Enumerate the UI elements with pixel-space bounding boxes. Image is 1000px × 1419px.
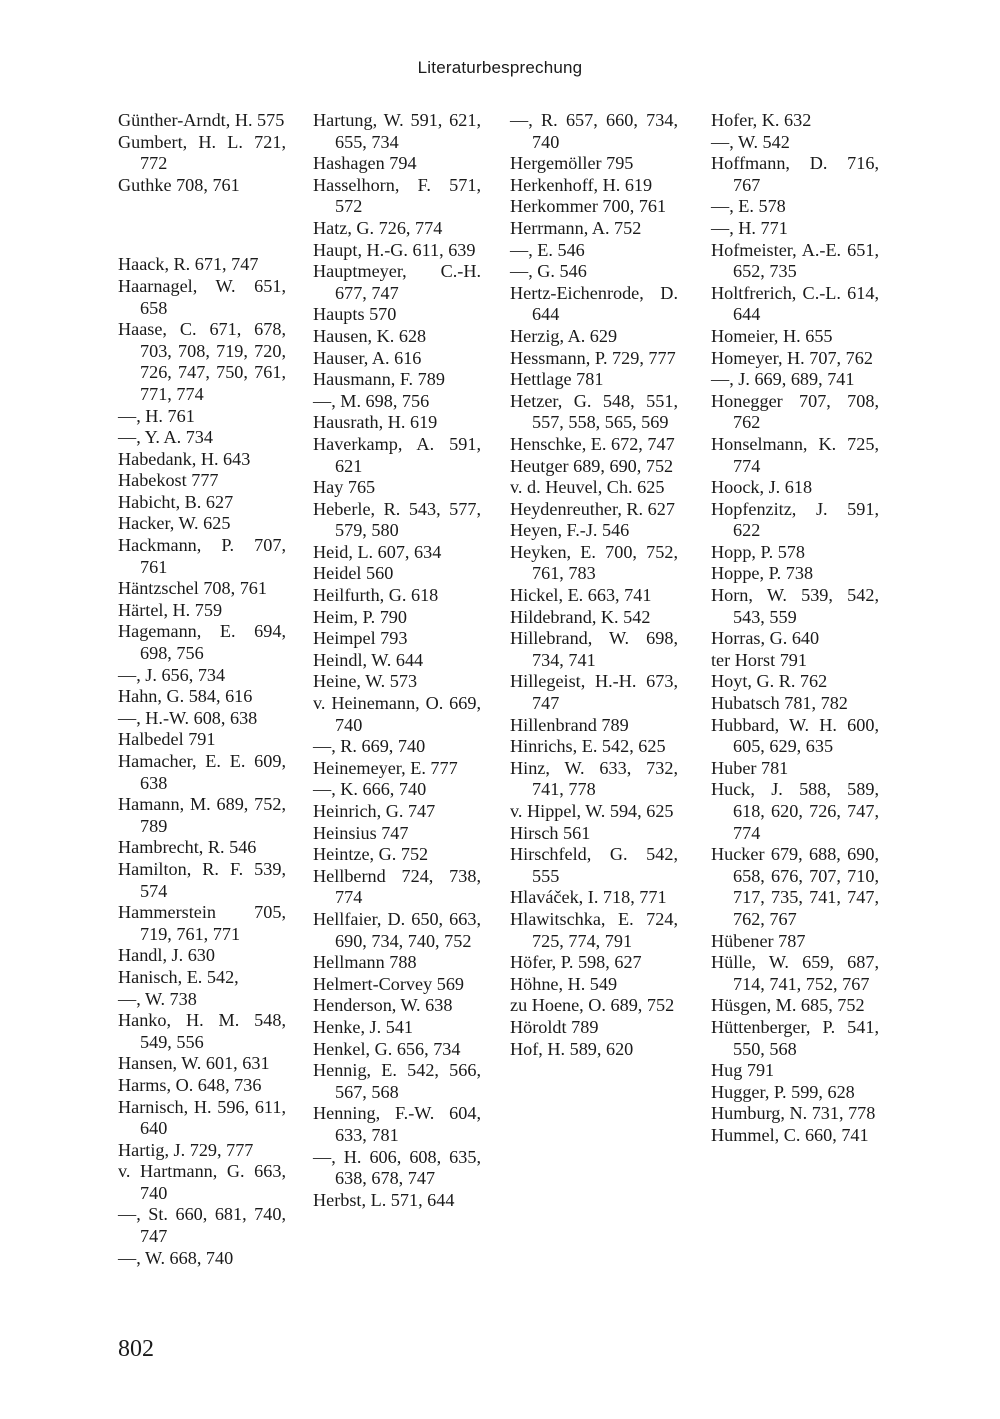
index-entry: Hellfaier, D. 650, 663, 690, 734, 740, 752 — [313, 908, 481, 951]
index-entry: Halbedel 791 — [118, 729, 216, 750]
index-entry: Hirsch 561 — [510, 822, 591, 843]
index-entry: Hüsgen, M. 685, 752 — [711, 995, 865, 1016]
index-entry: Heine, W. 573 — [313, 671, 418, 692]
index-entry: Hammerstein 705, 719, 761, 771 — [118, 902, 286, 944]
index-entry: Haack, R. 671, 747 — [118, 254, 259, 275]
index-entry: Huck, J. 588, 589, 618, 620, 726, 747, 774 — [711, 779, 879, 843]
index-entry: Herkenhoff, H. 619 — [510, 174, 653, 195]
index-entry: Hoppe, P. 738 — [711, 563, 814, 584]
index-entry: Hubbard, W. H. 600, 605, 629, 635 — [711, 714, 879, 757]
index-entry: Homeyer, H. 707, 762 — [711, 347, 873, 368]
index-entry: v. Hippel, W. 594, 625 — [510, 801, 674, 821]
index-entry: Hatz, G. 726, 774 — [313, 217, 443, 238]
index-entry: Hanko, H. M. 548, 549, 556 — [118, 1010, 286, 1052]
index-entry: Handl, J. 630 — [118, 945, 215, 966]
index-entry: —, J. 669, 689, 741 — [711, 369, 855, 390]
index-entry: v. d. Heuvel, Ch. 625 — [510, 477, 665, 498]
index-entry: Hoyt, G. R. 762 — [711, 671, 828, 692]
index-entry: Hlaváček, I. 718, 771 — [510, 887, 667, 908]
index-entry: Hellbernd 724, 738, 774 — [313, 865, 481, 908]
index-entry: Härtel, H. 759 — [118, 599, 223, 620]
index-entry: Horn, W. 539, 542, 543, 559 — [711, 585, 879, 627]
index-entry: —, W. 668, 740 — [118, 1247, 234, 1268]
index-column-1 — [118, 110, 286, 1269]
index-entry: Herzig, A. 629 — [510, 325, 618, 346]
index-entry: Habicht, B. 627 — [118, 491, 234, 512]
index-entry: Hummel, C. 660, 741 — [711, 1124, 869, 1145]
index-entry: Hopfenzitz, J. 591, 622 — [711, 498, 879, 541]
index-entry: Häntzschel 708, 761 — [118, 578, 267, 599]
index-entry: Hlawitschka, E. 724, 725, 774, 791 — [510, 908, 678, 951]
index-entry: v. Hartmann, G. 663, 740 — [118, 1161, 286, 1203]
index-entry: Hansen, W. 601, 631 — [118, 1053, 270, 1074]
index-entry: —, W. 542 — [711, 131, 790, 152]
index-entry: Hoock, J. 618 — [711, 477, 813, 498]
index-column-3 — [510, 110, 678, 1060]
running-head: Literaturbesprechung — [417, 58, 583, 77]
index-entry: Haase, C. 671, 678, 703, 708, 719, 720, 726, 747, 750, 761, 771, 774 — [118, 319, 286, 404]
index-entry: Hagemann, E. 694, 698, 756 — [118, 621, 286, 664]
index-entry: Hübener 787 — [711, 930, 806, 951]
index-entry: —, G. 546 — [510, 261, 587, 282]
index-entry: Hetzer, G. 548, 551, 557, 558, 565, 569 — [510, 390, 678, 433]
index-entry: Habekost 777 — [118, 470, 219, 491]
index-entry: Hinz, W. 633, 732, 741, 778 — [510, 757, 678, 800]
index-entry: Herrmann, A. 752 — [510, 217, 642, 238]
index-entry: Heid, L. 607, 634 — [313, 541, 442, 562]
index-entry: Heim, P. 790 — [313, 606, 407, 627]
index-entry: Hopp, P. 578 — [711, 541, 805, 562]
index-entry: Hillenbrand 789 — [510, 714, 629, 735]
index-entry: —, K. 666, 740 — [313, 779, 427, 800]
index-entry: Harnisch, H. 596, 611, 640 — [118, 1096, 286, 1139]
index-entry: Günther-Arndt, H. 575 — [118, 110, 285, 130]
index-entry: Hausen, K. 628 — [313, 325, 427, 346]
index-entry: Hofmeister, A.-E. 651, 652, 735 — [711, 239, 879, 282]
section-gap — [118, 215, 286, 237]
index-entry: —, W. 738 — [118, 988, 197, 1009]
index-entry: —, H.-W. 608, 638 — [118, 707, 258, 728]
index-entry: Hambrecht, R. 546 — [118, 837, 257, 858]
index-entry: Heinsius 747 — [313, 822, 409, 843]
index-entry: Hamilton, R. F. 539, 574 — [118, 858, 286, 901]
index-entry: Hellmann 788 — [313, 952, 417, 973]
index-entry: Hanisch, E. 542, — [118, 966, 239, 987]
index-entry: Hug 791 — [711, 1060, 775, 1081]
index-entry: Hertz-Eichenrode, D. 644 — [510, 282, 678, 325]
index-entry: Herkommer 700, 761 — [510, 196, 667, 217]
index-entry: Hessmann, P. 729, 777 — [510, 347, 676, 368]
index-entry: Guthke 708, 761 — [118, 174, 240, 195]
index-entry: Hamacher, E. E. 609, 638 — [118, 751, 286, 793]
index-entry: Heindl, W. 644 — [313, 649, 424, 670]
index-entry: v. Heinemann, O. 669, 740 — [313, 693, 481, 735]
index-entry: —, E. 546 — [510, 239, 585, 260]
index-entry: Haupts 570 — [313, 304, 397, 325]
index-entry: Heinrich, G. 747 — [313, 801, 436, 821]
index-entry: Hausmann, F. 789 — [313, 369, 445, 390]
index-entry: Haverkamp, A. 591, 621 — [313, 433, 481, 476]
page-number: 802 — [118, 1336, 154, 1362]
index-entry: Hof, H. 589, 620 — [510, 1038, 634, 1059]
index-entry: Gumbert, H. L. 721, 772 — [118, 131, 286, 174]
index-entry: zu Hoene, O. 689, 752 — [510, 995, 675, 1016]
index-entry: Hauptmeyer, C.-H. 677, 747 — [313, 261, 481, 303]
index-entry: Hashagen 794 — [313, 153, 417, 174]
index-entry: —, St. 660, 681, 740, 747 — [118, 1204, 286, 1247]
index-entry: Honegger 707, 708, 762 — [711, 390, 879, 433]
index-entry: Henke, J. 541 — [313, 1016, 414, 1037]
index-entry: —, H. 761 — [118, 405, 195, 426]
index-entry: Hoffmann, D. 716, 767 — [711, 153, 879, 195]
index-entry: Holtfrerich, C.-L. 614, 644 — [711, 282, 879, 325]
index-entry: Hay 765 — [313, 477, 376, 498]
index-entry: Henning, F.-W. 604, 633, 781 — [313, 1103, 481, 1145]
index-entry: Helmert-Corvey 569 — [313, 973, 465, 994]
index-entry: Humburg, N. 731, 778 — [711, 1103, 876, 1124]
index-entry: Haarnagel, W. 651, 658 — [118, 275, 286, 318]
index-entry: Hickel, E. 663, 741 — [510, 585, 652, 606]
index-entry: Heilfurth, G. 618 — [313, 585, 439, 606]
index-entry: Hillegeist, H.-H. 673, 747 — [510, 671, 678, 714]
index-entry: Hinrichs, E. 542, 625 — [510, 736, 666, 757]
index-entry: Henderson, W. 638 — [313, 995, 453, 1016]
index-entry: —, M. 698, 756 — [313, 390, 430, 411]
index-entry: Hülle, W. 659, 687, 714, 741, 752, 767 — [711, 952, 879, 994]
index-entry: Herbst, L. 571, 644 — [313, 1189, 455, 1210]
index-entry: —, E. 578 — [711, 196, 786, 217]
index-entry: Heinemeyer, E. 777 — [313, 757, 458, 778]
index-entry: ter Horst 791 — [711, 649, 807, 670]
index-entry: Hamann, M. 689, 752, 789 — [118, 794, 286, 836]
index-entry: —, J. 656, 734 — [118, 664, 226, 685]
index-entry: Huber 781 — [711, 757, 789, 778]
index-entry: Hildebrand, K. 542 — [510, 606, 651, 627]
index-entry: Harms, O. 648, 736 — [118, 1074, 262, 1095]
index-entry: —, R. 657, 660, 734, 740 — [510, 110, 678, 152]
index-entry: Hackmann, P. 707, 761 — [118, 535, 286, 577]
index-entry: Heimpel 793 — [313, 628, 408, 649]
index-entry: Heidel 560 — [313, 563, 394, 584]
index-entry: Horras, G. 640 — [711, 628, 820, 649]
index-entry: Hucker 679, 688, 690, 658, 676, 707, 710, 717, 735, 741, 747, 762, 767 — [711, 844, 879, 929]
index-entry: Hüttenberger, P. 541, 550, 568 — [711, 1016, 879, 1059]
index-entry: Heberle, R. 543, 577, 579, 580 — [313, 498, 481, 541]
index-entry: Heutger 689, 690, 752 — [510, 455, 674, 476]
index-entry: —, H. 771 — [711, 217, 788, 238]
index-entry: Hofer, K. 632 — [711, 110, 812, 130]
index-entry: Hillebrand, W. 698, 734, 741 — [510, 628, 678, 670]
index-entry: Höfer, P. 598, 627 — [510, 952, 642, 973]
index-entry: Hubatsch 781, 782 — [711, 693, 848, 714]
index-entry: Habedank, H. 643 — [118, 448, 251, 469]
index-entry: Hahn, G. 584, 616 — [118, 686, 253, 707]
index-entry: Hausrath, H. 619 — [313, 412, 438, 433]
index-entry: Homeier, H. 655 — [711, 325, 833, 346]
index-entry: Hartung, W. 591, 621, 655, 734 — [313, 110, 481, 152]
index-entry: Heydenreuther, R. 627 — [510, 498, 675, 519]
index-entry: Henschke, E. 672, 747 — [510, 433, 675, 454]
index-entry: Haupt, H.-G. 611, 639 — [313, 239, 476, 260]
index-entry: Höhne, H. 549 — [510, 973, 618, 994]
index-entry: Hergemöller 795 — [510, 153, 634, 174]
index-entry: Henkel, G. 656, 734 — [313, 1038, 461, 1059]
index-entry: Hasselhorn, F. 571, 572 — [313, 174, 481, 217]
index-entry: Hartig, J. 729, 777 — [118, 1139, 254, 1160]
index-entry: Hennig, E. 542, 566, 567, 568 — [313, 1060, 481, 1102]
index-column-2 — [313, 110, 481, 1211]
index-entry: Honselmann, K. 725, 774 — [711, 433, 879, 476]
index-entry: Heintze, G. 752 — [313, 844, 429, 865]
index-entry: Hettlage 781 — [510, 369, 604, 390]
index-entry: Hacker, W. 625 — [118, 513, 231, 534]
index-entry: Höroldt 789 — [510, 1016, 599, 1037]
index-entry: Hauser, A. 616 — [313, 347, 422, 368]
index-entry: Heyen, F.-J. 546 — [510, 520, 630, 541]
index-column-4 — [711, 110, 879, 1147]
index-entry: Heyken, E. 700, 752, 761, 783 — [510, 541, 678, 584]
index-entry: —, Y. A. 734 — [118, 427, 213, 448]
index-entry: Hugger, P. 599, 628 — [711, 1081, 855, 1102]
index-entry: Hirschfeld, G. 542, 555 — [510, 844, 678, 886]
index-entry: —, R. 669, 740 — [313, 736, 426, 757]
index-entry: —, H. 606, 608, 635, 638, 678, 747 — [313, 1146, 481, 1189]
